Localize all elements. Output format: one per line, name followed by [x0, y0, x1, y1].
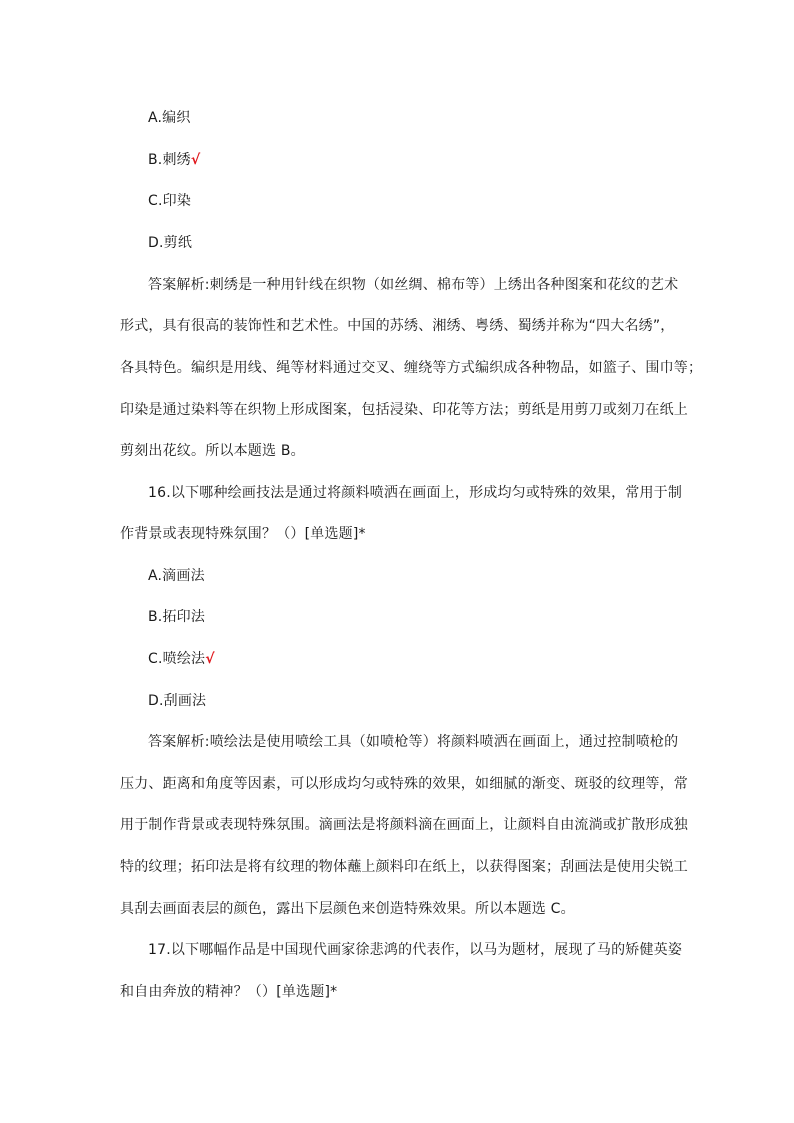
- q16-analysis-line: 答案解析:喷绘法是使用喷绘工具（如喷枪等）将颜料喷洒在画面上，通过控制喷枪的: [148, 734, 679, 750]
- q16-analysis-line: 具刮去画面表层的颜色，露出下层颜色来创造特殊效果。所以本题选 C。: [120, 901, 575, 917]
- q16-option-c[interactable]: C.喷绘法√: [148, 651, 215, 667]
- correct-check-icon: √: [205, 651, 215, 667]
- q16-analysis-line: 用于制作背景或表现特殊氛围。滴画法是将颜料滴在画面上，让颜料自由流淌或扩散形成独: [120, 817, 688, 833]
- q16-question-line: 作背景或表现特殊氛围？（）[单选题]*: [120, 526, 366, 542]
- q16-option-d[interactable]: D.刮画法: [148, 693, 207, 709]
- q15-analysis-line: 印染是通过染料等在织物上形成图案，包括浸染、印花等方法；剪纸是用剪刀或刻刀在纸上: [120, 402, 688, 418]
- q17-question-line: 和自由奔放的精神？（）[单选题]*: [120, 984, 338, 1000]
- q15-option-c[interactable]: C.印染: [148, 193, 192, 209]
- q16-analysis-line: 特的纹理；拓印法是将有纹理的物体蘸上颜料印在纸上，以获得图案；刮画法是使用尖锐工: [120, 859, 688, 875]
- q15-analysis-line: 剪刻出花纹。所以本题选 B。: [120, 443, 305, 459]
- q16-option-a[interactable]: A.滴画法: [148, 568, 205, 584]
- q15-analysis-line: 答案解析:刺绣是一种用针线在织物（如丝绸、棉布等）上绣出各种图案和花纹的艺术: [148, 277, 679, 293]
- q15-option-b[interactable]: B.刺绣√: [148, 152, 201, 168]
- correct-check-icon: √: [190, 152, 201, 168]
- q16-analysis-line: 压力、距离和角度等因素，可以形成均匀或特殊的效果，如细腻的渐变、斑驳的纹理等，常: [120, 776, 688, 792]
- q16-question-line: 16.以下哪种绘画技法是通过将颜料喷洒在画面上，形成均匀或特殊的效果，常用于制: [148, 485, 683, 501]
- q15-analysis-line: 各具特色。编织是用线、绳等材料通过交叉、缠绕等方式编织成各种物品，如篮子、围巾等；: [120, 360, 703, 376]
- q17-question-line: 17.以下哪幅作品是中国现代画家徐悲鸿的代表作，以马为题材，展现了马的矫健英姿: [148, 942, 683, 958]
- q16-option-b[interactable]: B.拓印法: [148, 609, 206, 625]
- q15-option-d[interactable]: D.剪纸: [148, 235, 193, 251]
- q15-option-a[interactable]: A.编织: [148, 110, 191, 126]
- q15-analysis-line: 形式，具有很高的装饰性和艺术性。中国的苏绣、湘绣、粤绣、蜀绣并称为“四大名绣”，: [120, 318, 675, 334]
